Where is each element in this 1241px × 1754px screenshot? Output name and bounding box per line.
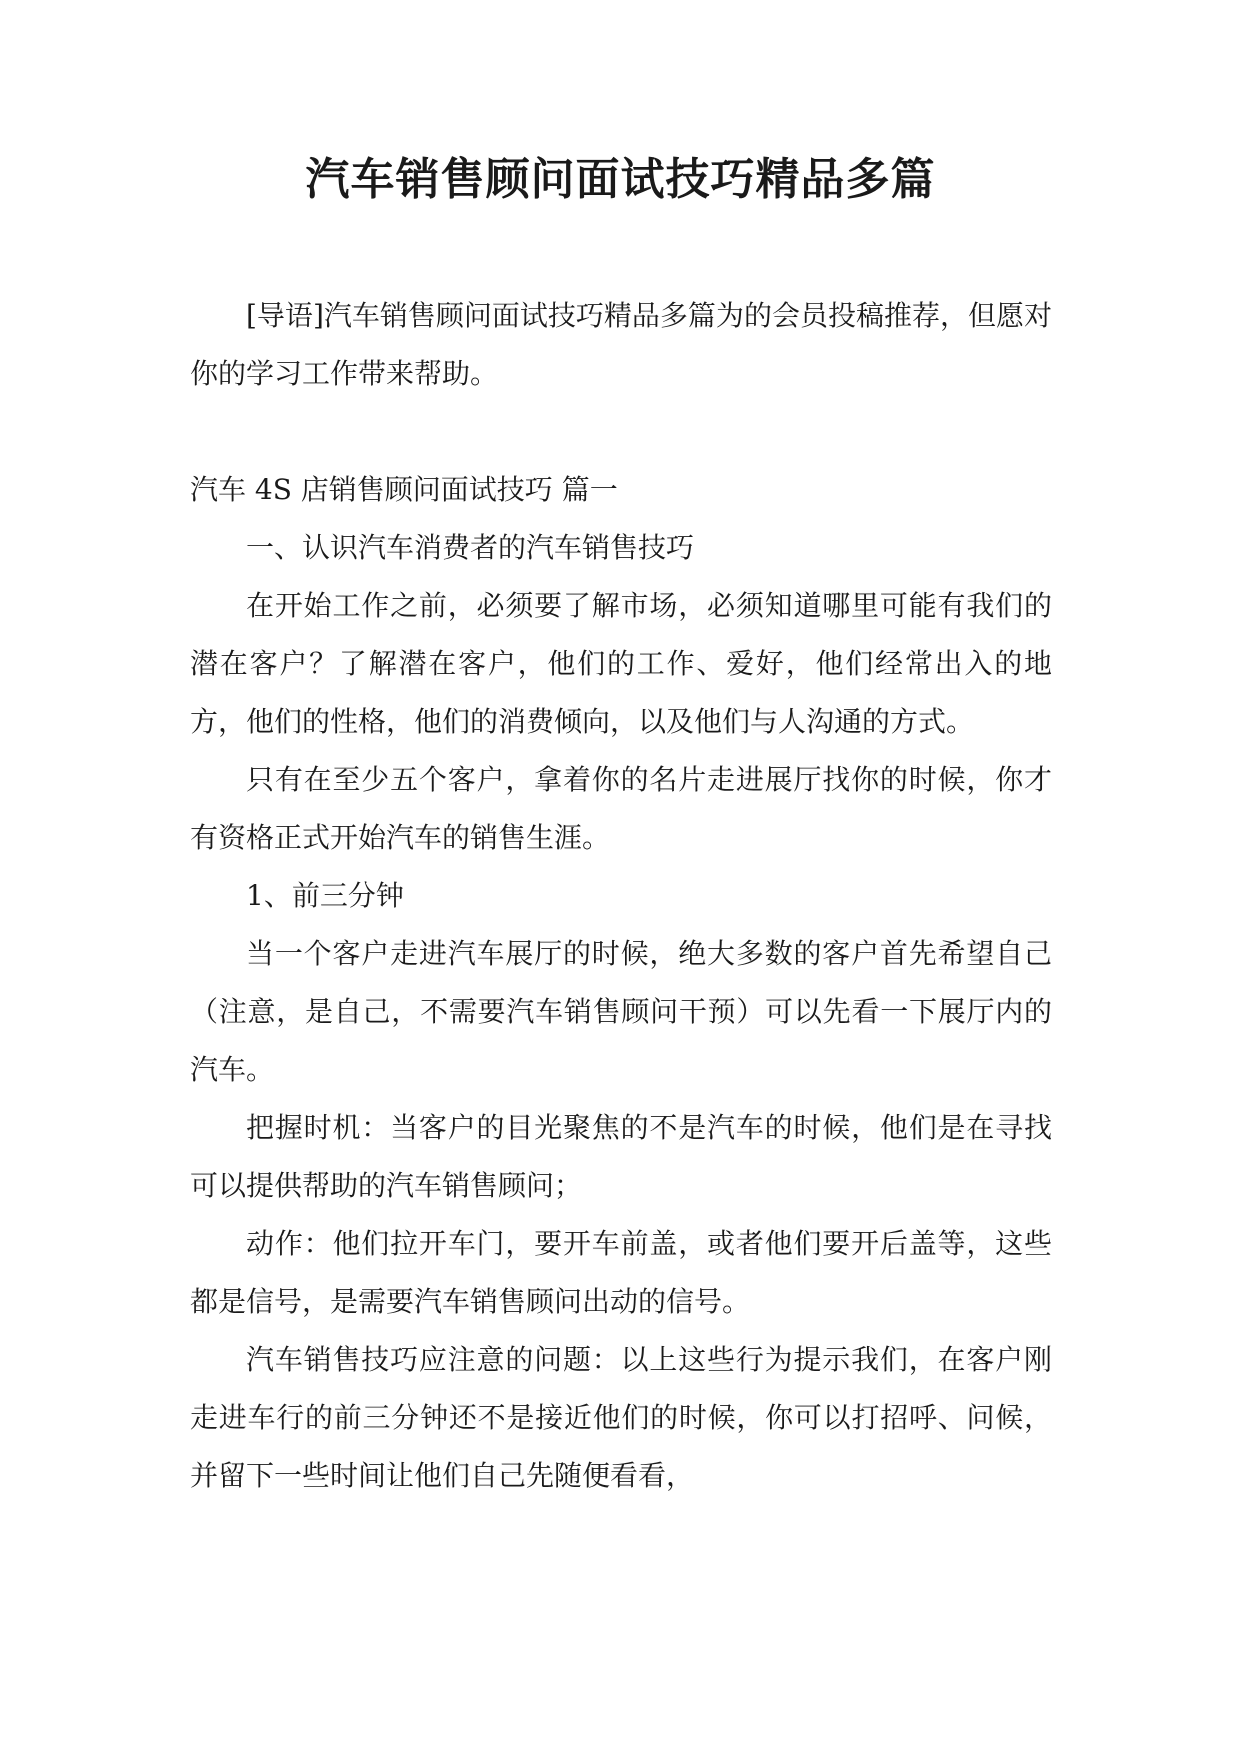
intro-paragraph: [导语]汽车销售顾问面试技巧精品多篇为的会员投稿推荐，但愿对你的学习工作带来帮助。 [190,299,1052,390]
paragraph: 在开始工作之前，必须要了解市场，必须知道哪里可能有我们的潜在客户？了解潜在客户，他们的工作、爱好，他们经常出入的地方，他们的性格，他们的消费倾向，以及他们与人沟通的方式。 [190,589,1052,738]
subsection-heading: 一、认识汽车消费者的汽车销售技巧 [246,531,695,564]
paragraph: 只有在至少五个客户，拿着你的名片走进展厅找你的时候，你才有资格正式开始汽车的销售生涯。 [190,763,1052,854]
document-title: 汽车销售顾问面试技巧精品多篇 [305,154,936,205]
paragraph: 动作：他们拉开车门，要开车前盖，或者他们要开后盖等，这些都是信号，是需要汽车销售顾问出动的信号。 [190,1227,1052,1318]
numbered-heading: 1、前三分钟 [246,879,404,912]
content-block [190,461,1052,1505]
paragraph: 汽车销售技巧应注意的问题：以上这些行为提示我们，在客户刚走进车行的前三分钟还不是接近他们的时候，你可以打招呼、问候，并留下一些时间让他们自己先随便看看， [190,1343,1052,1492]
intro-block [190,287,1052,403]
section-heading: 汽车 4S 店销售顾问面试技巧 篇一 [190,473,618,506]
paragraph: 把握时机：当客户的目光聚焦的不是汽车的时候，他们是在寻找可以提供帮助的汽车销售顾问； [190,1111,1052,1202]
paragraph: 当一个客户走进汽车展厅的时候，绝大多数的客户首先希望自己（注意，是自己，不需要汽车销售顾问干预）可以先看一下展厅内的汽车。 [190,937,1052,1086]
